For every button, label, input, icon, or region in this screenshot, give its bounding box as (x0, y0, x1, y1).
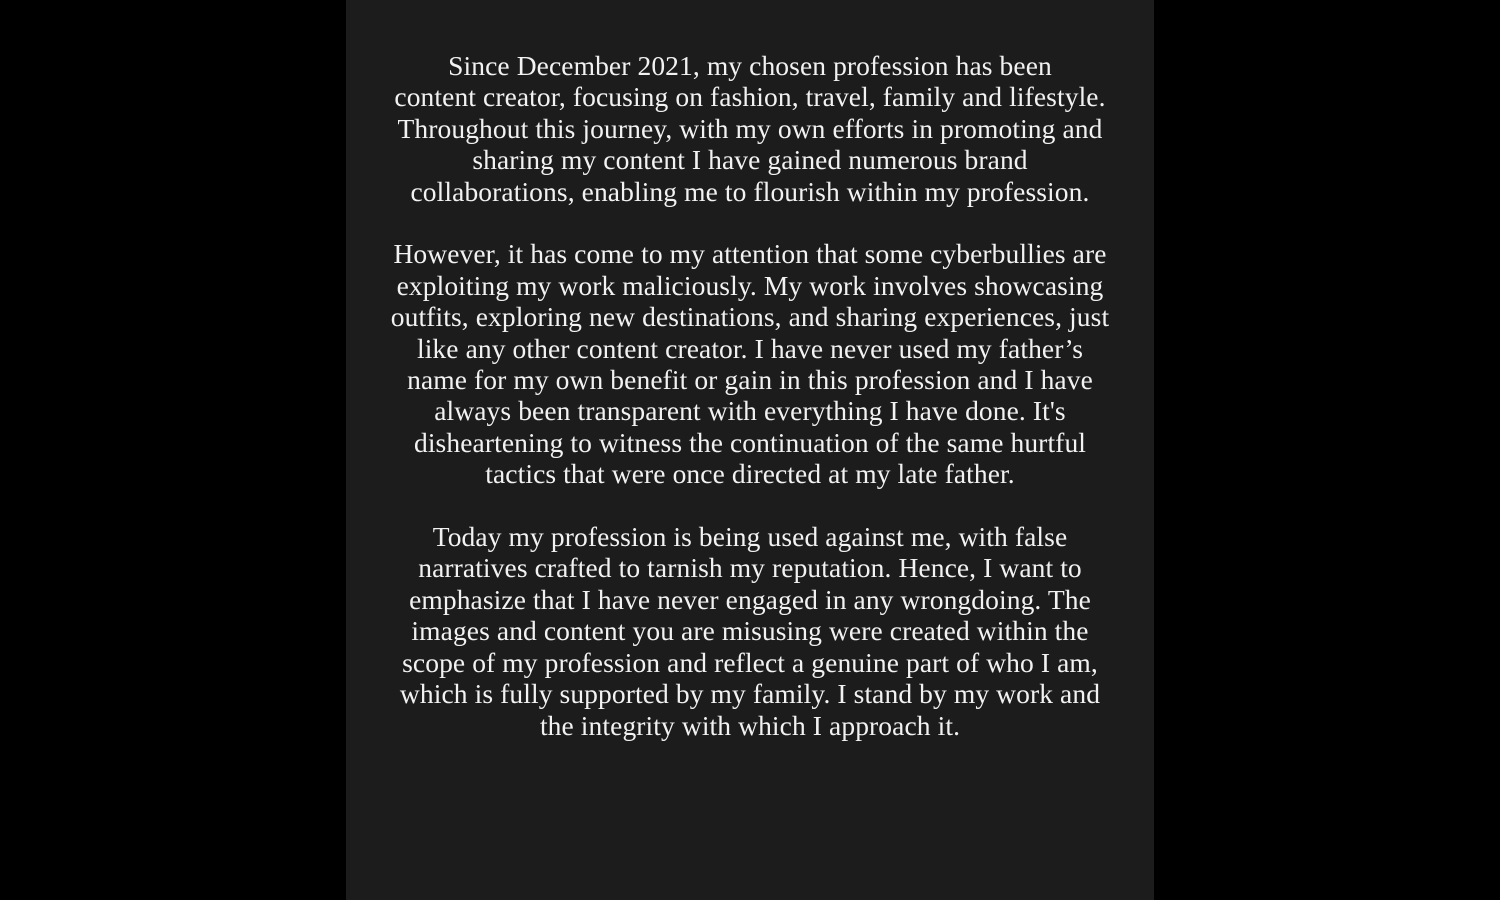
paragraph-2 (346, 238, 1154, 489)
text-line: Since December 2021, my chosen profession has been (448, 50, 1052, 81)
text-line: name for my own benefit or gain in this profession and I have (407, 364, 1093, 396)
text-line: which is fully supported by my family. I stand by my work and (399, 678, 1101, 710)
story-text (346, 50, 1154, 772)
paragraph-3 (346, 521, 1154, 741)
text-line: outfits, exploring new destinations, and sharing experiences, just (390, 301, 1110, 333)
text-line: images and content you are misusing were created within the (411, 615, 1089, 647)
text-line: content creator, focusing on fashion, travel, family and lifestyle. (394, 81, 1106, 113)
text-line: scope of my profession and reflect a genuine part of who I am, (402, 646, 1098, 678)
paragraph-1 (346, 50, 1154, 207)
text-line: Throughout this journey, with my own efforts in promoting and (397, 112, 1103, 144)
text-line: emphasize that I have never engaged in any wrongdoing. The (409, 583, 1091, 615)
text-line: Today my profession is being used against me, with false (432, 521, 1068, 553)
text-line: exploiting my work maliciously. My work involves showcasing (396, 269, 1104, 301)
story-panel (346, 0, 1154, 900)
text-line: always been transparent with everything I have done. It's (434, 395, 1066, 427)
text-line: collaborations, enabling me to flourish within my profession. (410, 175, 1090, 207)
text-line: tactics that were once directed at my late father. (485, 458, 1015, 490)
text-line: narratives crafted to tarnish my reputation. Hence, I want to (418, 552, 1082, 584)
text-line: However, it has come to my attention that some cyberbullies are (393, 238, 1107, 270)
text-line: like any other content creator. I have never used my father’s (416, 332, 1084, 364)
text-line: disheartening to witness the continuation of the same hurtful (413, 426, 1087, 458)
text-line: sharing my content I have gained numerous brand (472, 144, 1028, 176)
text-line: the integrity with which I approach it. (539, 709, 961, 741)
